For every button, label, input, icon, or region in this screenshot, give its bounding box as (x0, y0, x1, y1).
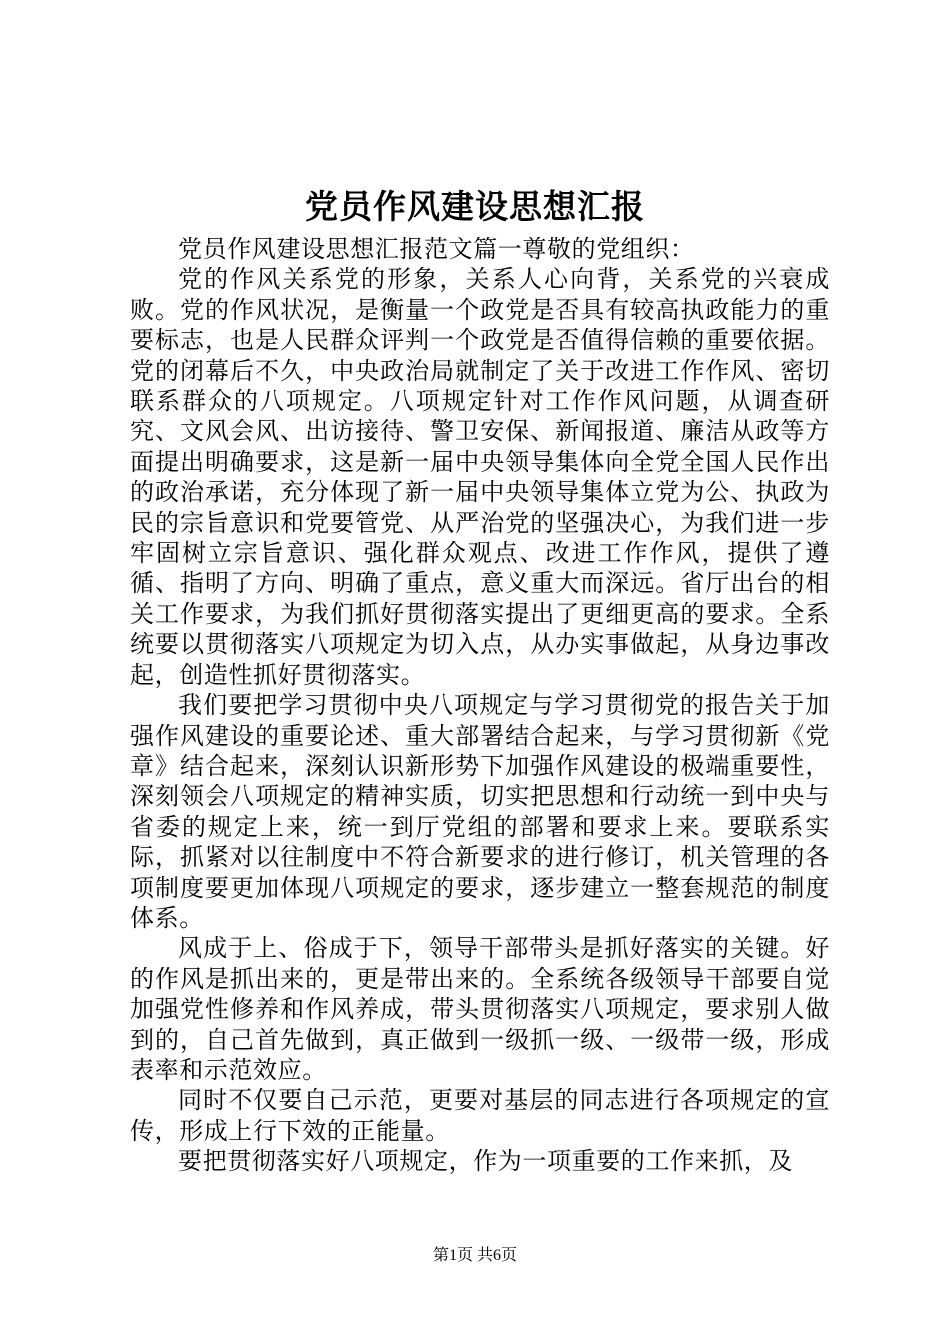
paragraph: 党的作风关系党的形象，关系人心向背，关系党的兴衰成败。党的作风状况，是衡量一个政党是否具有较高执政能力的重要标志，也是人民群众评判一个政党是否值得信赖的重要依据。党的闭幕后不久，中央政治局就制定了关于改进工作作风、密切联系群众的八项规定。八项规定针对工作作风问题，从调查研究、文风会风、出访接待、警卫安保、新闻报道、廉洁从政等方面提出明确要求，这是新一届中央领导集体向全党全国人民作出的政治承诺，充分体现了新一届中央领导集体立党为公、执政为民的宗旨意识和党要管党、从严治党的坚强决心，为我们进一步牢固树立宗旨意识、强化群众观点、改进工作作风，提供了遵循、指明了方向、明确了重点，意义重大而深远。省厅出台的相关工作要求，为我们抓好贯彻落实提出了更细更高的要求。全系统要以贯彻落实八项规定为切入点，从办实事做起，从身边事改起，创造性抓好贯彻落实。 (130, 265, 830, 689)
paragraph: 要把贯彻落实好八项规定，作为一项重要的工作来抓，及 (178, 1147, 793, 1176)
document-title: 党员作风建设思想汇报 (305, 187, 645, 226)
paragraph: 我们要把学习贯彻中央八项规定与学习贯彻党的报告关于加强作风建设的重要论述、重大部署结合起来，与学习贯彻新《党章》结合起来，深刻认识新形势下加强作风建设的极端重要性，深刻领会八项规定的精神实质，切实把思想和行动统一到中央与省委的规定上来，统一到厅党组的部署和要求上来。要联系实际，抓紧对以往制度中不符合新要求的进行修订，机关管理的各项制度要更加体现八项规定的要求，逐步建立一整套规范的制度体系。 (130, 691, 830, 932)
paragraph: 党员作风建设思想汇报范文篇一尊敬的党组织： (178, 235, 695, 263)
page-number-footer: 第1页 共6页 (432, 1247, 517, 1264)
paragraph: 同时不仅要自己示范，更要对基层的同志进行各项规定的宣传，形成上行下效的正能量。 (130, 1086, 830, 1145)
document-body (130, 234, 830, 1177)
paragraph: 风成于上、俗成于下，领导干部带头是抓好落实的关键。好的作风是抓出来的，更是带出来的。全系统各级领导干部要自觉加强党性修养和作风养成，带头贯彻落实八项规定，要求别人做到的，自己首先做到，真正做到一级抓一级、一级带一级，形成表率和示范效应。 (130, 934, 830, 1084)
